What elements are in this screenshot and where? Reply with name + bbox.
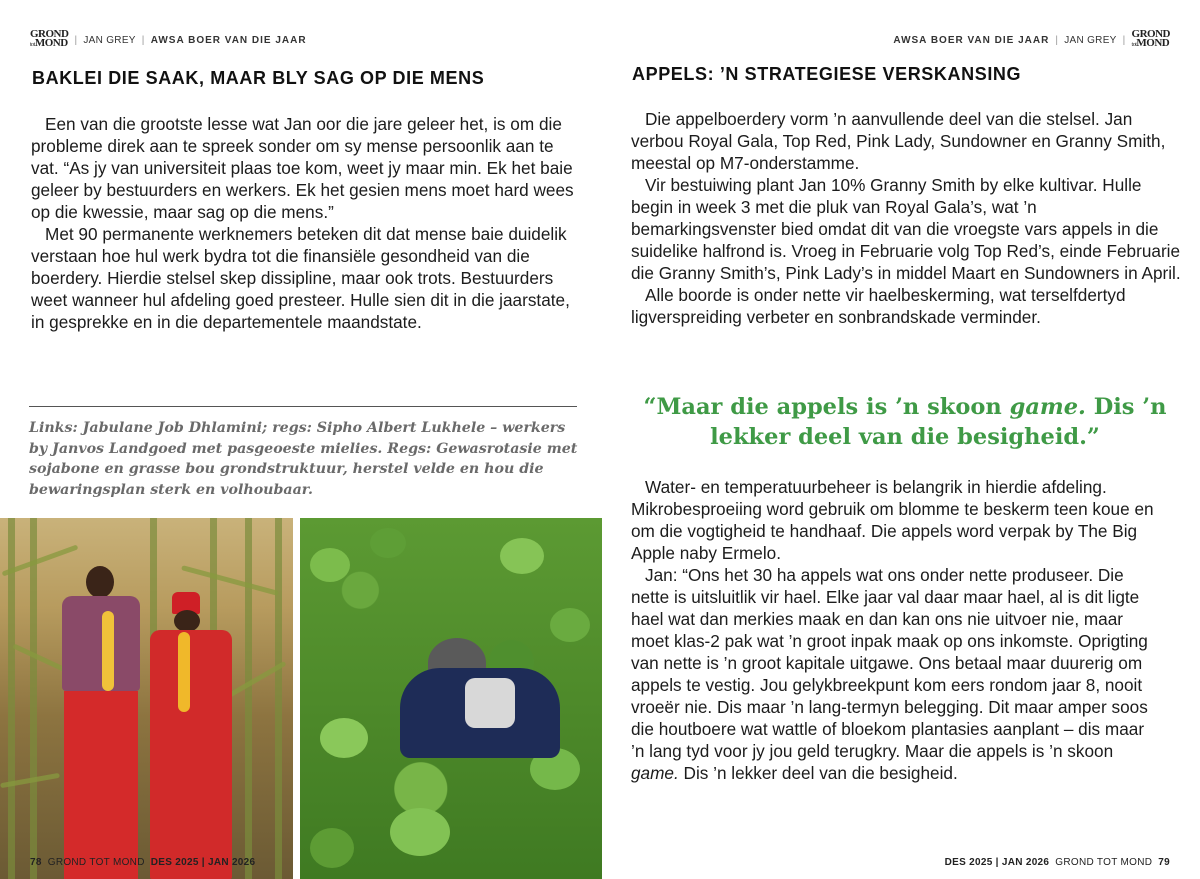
pull-quote-text: Dis ’n lekker deel van die besigheid.” [710, 394, 1167, 450]
body-paragraph [631, 564, 1161, 784]
footer-issue: DES 2025 | JAN 2026 [944, 857, 1050, 868]
logo-tot: tot [30, 42, 35, 48]
header-divider: | [141, 34, 145, 46]
photo-caption: Links: Jabulane Job Dhlamini; regs: Sipho Albert Lukhele – werkers by Janvos Landgoed met pasgeoeste mielies. Regs: Gewasrotasie met sojabone en grasse bou grondstruktuur, herstel velde en hou die bewaringsplan sterk en volhoubaar. [29, 420, 578, 498]
body-paragraph: Alle boorde is onder nette vir haelbeskerming, wat terselfdertyd ligverspreiding verbeter en sonbrandskade verminder. [631, 285, 1126, 327]
page-number: 79 [1158, 857, 1170, 868]
body-emphasis: game. [631, 763, 679, 783]
magazine-logo [1132, 30, 1170, 50]
right-body-text-bottom [631, 476, 1161, 784]
footer-issue: DES 2025 | JAN 2026 [150, 857, 256, 868]
photo-maize-workers [0, 518, 293, 879]
pull-quote-emphasis: game. [1009, 394, 1086, 420]
header-divider: | [1122, 34, 1126, 46]
logo-line-2: MOND [1136, 37, 1170, 49]
body-paragraph: Die appelboerdery vorm ’n aanvullende deel van die stelsel. Jan verbou Royal Gala, Top Red, Pink Lady, Sundowner en Granny Smith, meestal op M7-onderstamme. [631, 109, 1166, 173]
section-heading-left: BAKLEI DIE SAAK, MAAR BLY SAG OP DIE MENS [32, 68, 485, 88]
left-body-text [31, 113, 576, 333]
worker-figure-right [150, 592, 234, 879]
body-paragraph: Een van die grootste lesse wat Jan oor die jare geleer het, is om die probleme direk aan te spreek sonder om sy mense persoonlik aan te vat. “As jy van universiteit plaas toe kom, weet jy maar min. Ek het baie geleer by bestuurders en werkers. Ek het gesien mens moet hard wees op die kwessie, maar sag op die mens.” [31, 114, 574, 222]
footer-magazine: GROND TOT MOND [47, 857, 145, 868]
header-author: JAN GREY [83, 34, 136, 46]
body-paragraph: Met 90 permanente werknemers beteken dit dat mense baie duidelik verstaan hoe hul werk bydra tot die finansiële gesondheid van die boerdery. Hierdie stelsel skep dissipline, maar ook trots. Bestuurders weet wanneer hul afdeling goed presteer. Hulle sien dit in die jaarstate, in gesprekke en in die departementele maandstate. [31, 224, 570, 332]
footer-right [945, 857, 1170, 868]
body-paragraph: Water- en temperatuurbeheer is belangrik in hierdie afdeling. Mikrobesproeiing word gebruik om blomme te beskerm teen koue en om die vogtigheid te handhaaf. Die appels word verpak by The Big Apple naby Ermelo. [631, 477, 1154, 563]
page-number: 78 [30, 857, 42, 868]
photo-soybean-field [300, 518, 602, 879]
header-section: AWSA BOER VAN DIE JAAR [893, 34, 1050, 46]
running-header-right [893, 30, 1170, 50]
body-paragraph: Vir bestuiwing plant Jan 10% Granny Smith by elke kultivar. Hulle begin in week 3 met die pluk van Royal Gala’s, wat ’n bemarkingsvenster bied omdat dit van die vroegste vars appels in die suidelike halfrond is. Vroeg in Februarie volg Top Red’s, einde Februarie die Granny Smith’s, Pink Lady’s in middel Maart en Sundowners in April. [631, 175, 1181, 283]
logo-line-1: GROND [1131, 28, 1170, 40]
logo-line-1: GROND [30, 28, 69, 40]
section-heading-right: APPELS: ’N STRATEGIESE VERSKANSING [632, 64, 1022, 84]
body-text: Dis ’n lekker deel van die besigheid. [678, 763, 958, 783]
logo-line-2: MOND [34, 37, 68, 49]
worker-figure-left [54, 566, 148, 879]
running-header-left [30, 30, 307, 50]
caption-divider [29, 406, 577, 407]
footer-magazine: GROND TOT MOND [1055, 857, 1153, 868]
logo-tot: tot [1131, 42, 1137, 48]
footer-left [30, 857, 255, 868]
header-divider: | [1055, 34, 1059, 46]
pull-quote-text: “Maar die appels is ’n skoon [643, 394, 1010, 420]
header-divider: | [74, 34, 78, 46]
magazine-logo [30, 30, 68, 50]
body-text: Jan: “Ons het 30 ha appels wat ons onder nette produseer. Die nette is uitsluitlik vir hael. Elke jaar val daar maar hael, al is dit ligte hael wat dan merkies maak en dan kan ons nie uitvoer nie, maar moet klas-2 pak wat ’n groot inpak maak op ons inkomste. Oprigting van nette is ’n groot kapitale uitgawe. Ons betaal maar duurerig om appels te vestig. Jou gelykbreekpunt kom eers rondom jaar 8, nooit vroeër nie. Dis maar ’n lang-termyn belegging. Dit maar amper soos die houtboere wat wattle of bloekom plantasies aanplant – dis maar ’n lang tyd voor jy jou geld terugkry. Maar die appels is ’n skoon [631, 565, 1148, 761]
right-body-text-top [631, 108, 1186, 328]
header-section: AWSA BOER VAN DIE JAAR [150, 34, 307, 46]
header-author: JAN GREY [1064, 34, 1117, 46]
pull-quote [640, 392, 1170, 452]
